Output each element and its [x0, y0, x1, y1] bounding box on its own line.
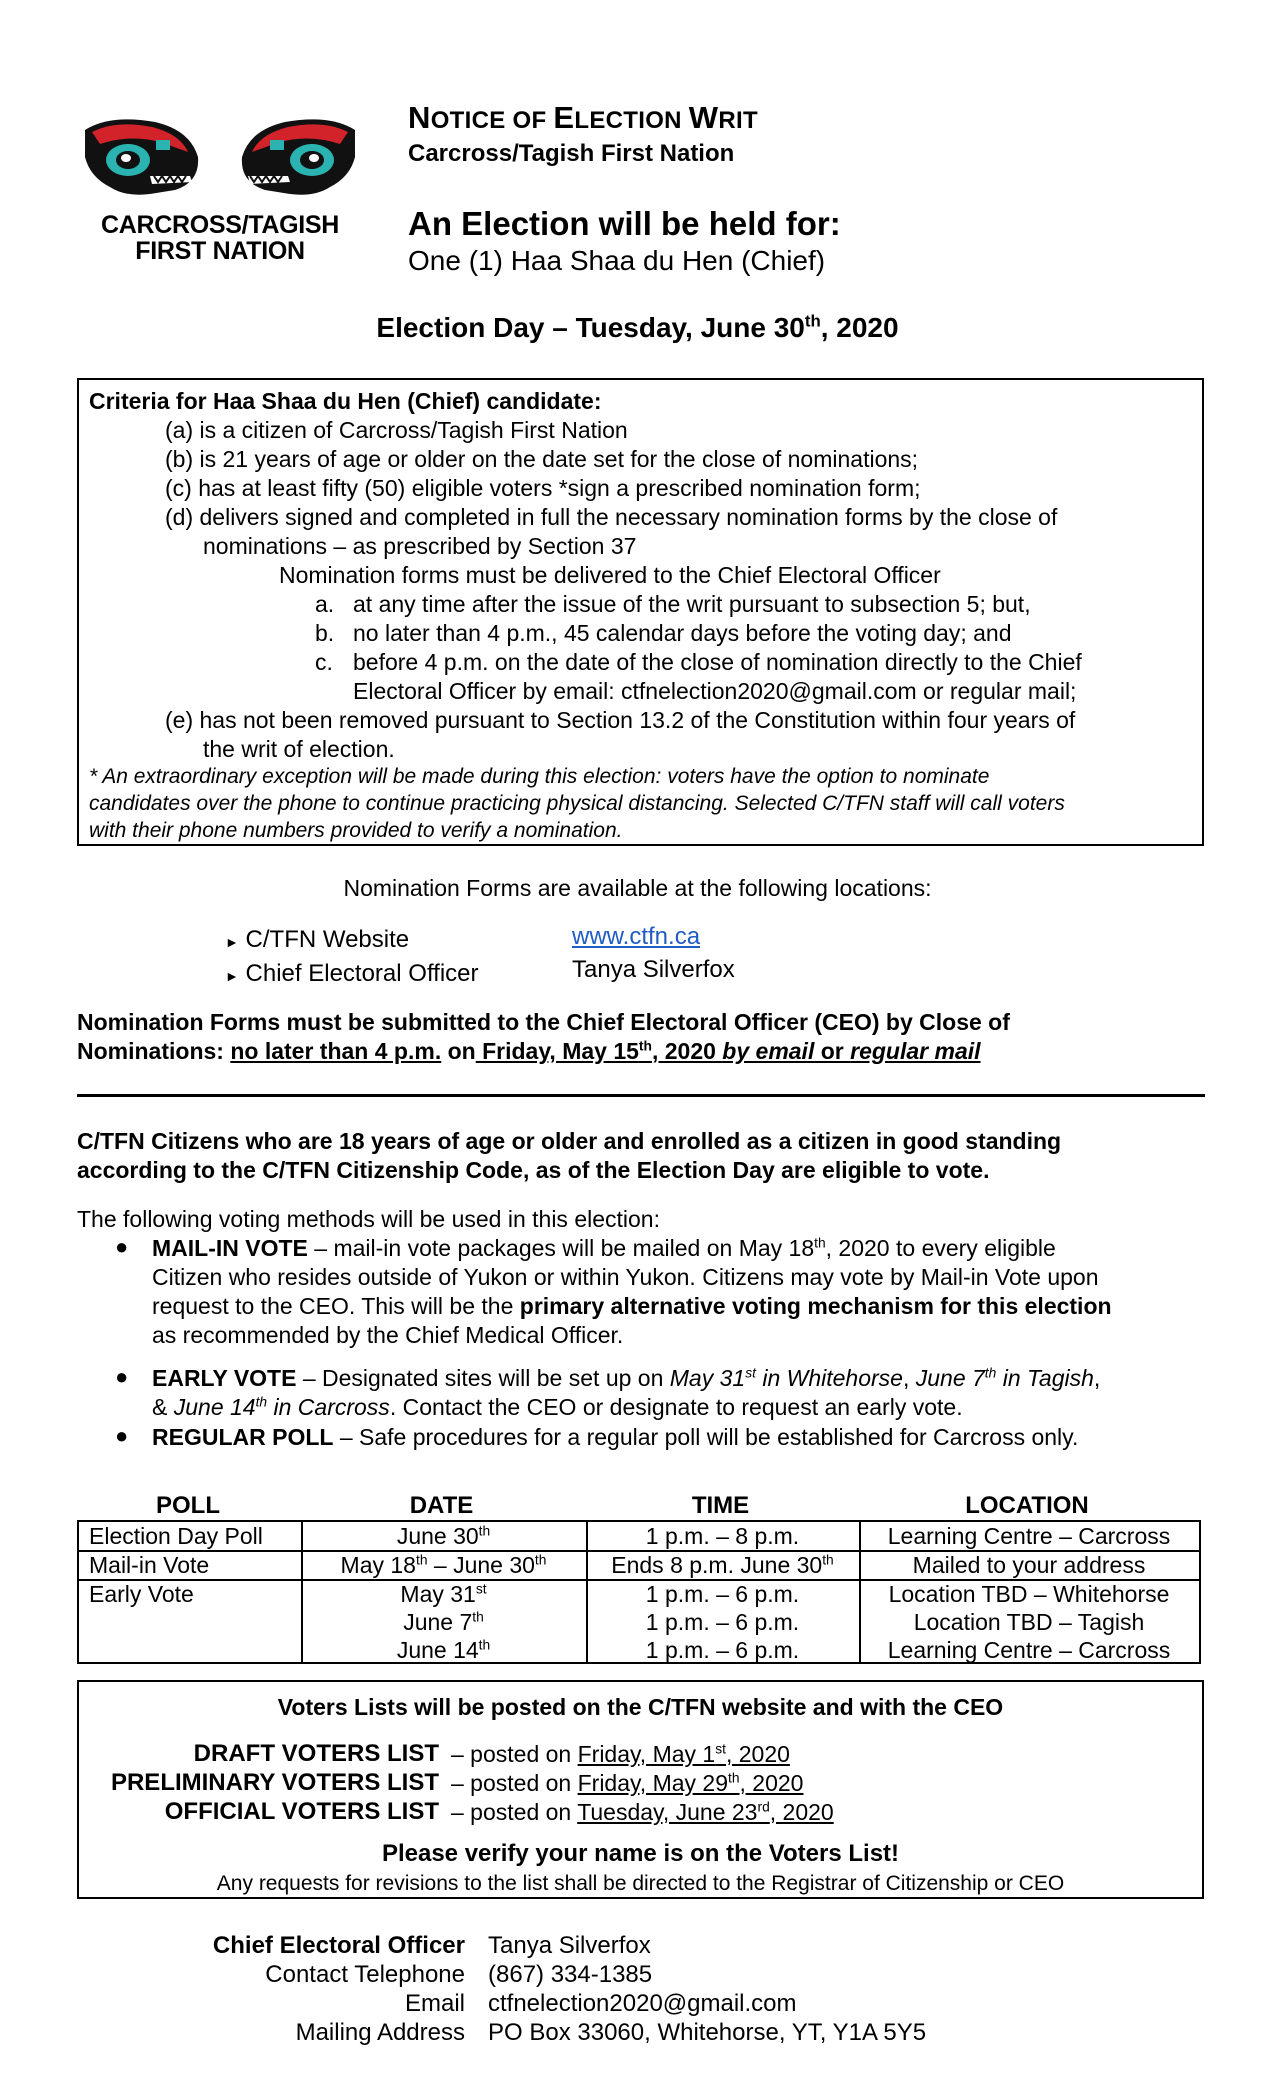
arrow-bullet-icon: ►: [225, 934, 239, 950]
table-cell: [301, 1523, 586, 1550]
date: [577, 1799, 834, 1825]
sub-marker: a.: [315, 591, 335, 617]
text: – mail-in vote packages will be mailed on May 18: [307, 1235, 815, 1261]
sub-item: at any time after the issue of the writ pursuant to subsection 5; but,: [353, 591, 1031, 617]
table-cell: 1 p.m. – 6 p.m.: [645, 1609, 800, 1635]
election-day: [0, 312, 1275, 344]
text: , 2020: [725, 1741, 790, 1767]
text: Tuesday, June 23: [577, 1799, 758, 1825]
text: request to the CEO. This will be the: [152, 1293, 520, 1319]
mail-in-method: [152, 1234, 1112, 1350]
text: on: [441, 1038, 476, 1064]
contact-label: Email: [404, 1990, 465, 2017]
criteria-box: [77, 378, 1204, 846]
text: Ends 8 p.m. June 30: [611, 1552, 823, 1578]
logo-text-line2: FIRST NATION: [135, 237, 305, 265]
sup: th: [804, 311, 821, 331]
text: , 2020: [739, 1770, 804, 1796]
method-line: [152, 1234, 1112, 1263]
method-title: MAIL-IN VOTE: [152, 1235, 308, 1261]
text: June 7: [403, 1609, 473, 1635]
regular-poll-method: [152, 1423, 1078, 1452]
contact-value: Tanya Silverfox: [488, 1932, 651, 1959]
method-line: as recommended by the Chief Medical Officer.: [152, 1322, 624, 1348]
criteria-item-cont: nominations – as prescribed by Section 37: [203, 533, 637, 559]
text: in Carcross: [267, 1394, 390, 1420]
text: – Safe procedures for a regular poll will be established for Carcross only.: [333, 1424, 1079, 1450]
table-header: POLL: [156, 1492, 220, 1519]
text: June 14: [396, 1637, 479, 1663]
title-part: OTICE OF: [430, 107, 554, 134]
text: – posted on: [451, 1799, 578, 1825]
logo-text: [80, 212, 360, 264]
sup: th: [822, 1552, 834, 1568]
notice-title: [408, 100, 758, 136]
voters-list-date: [451, 1799, 834, 1826]
date: [578, 1770, 804, 1796]
title-part: W: [688, 100, 719, 135]
criteria-item-cont: the writ of election.: [203, 736, 395, 762]
deadline-date: [476, 1038, 981, 1064]
voters-list-label: PRELIMINARY VOTERS LIST: [110, 1769, 439, 1796]
method-title: REGULAR POLL: [152, 1424, 334, 1450]
sup: st: [745, 1365, 756, 1381]
table-cell: Mailed to your address: [912, 1552, 1146, 1578]
text: Friday, May 1: [577, 1741, 716, 1767]
verify-notice: Please verify your name is on the Voters List!: [381, 1840, 900, 1867]
text: June 30: [396, 1523, 479, 1549]
method-title: EARLY VOTE: [152, 1365, 297, 1391]
contact-label: Contact Telephone: [265, 1961, 465, 1988]
criteria-heading: Criteria for Haa Shaa du Hen (Chief) candidate:: [89, 388, 602, 414]
sub-marker: b.: [315, 620, 335, 646]
website-link[interactable]: www.ctfn.ca: [572, 923, 701, 950]
sup: th: [478, 1523, 491, 1539]
text: regular mail: [850, 1038, 981, 1064]
text: , 2020 to every eligible: [825, 1235, 1056, 1261]
sup: st: [475, 1581, 487, 1597]
method-line: [152, 1292, 1112, 1321]
sup: th: [728, 1770, 740, 1786]
sub-item: before 4 p.m. on the date of the close of nomination directly to the Chief: [353, 649, 1082, 675]
location-item: [225, 926, 409, 954]
bullet-icon: ●: [115, 1423, 129, 1448]
ceo-name: Tanya Silverfox: [572, 956, 735, 983]
table-cell: 1 p.m. – 6 p.m.: [645, 1637, 800, 1663]
table-cell: Location TBD – Tagish: [913, 1609, 1145, 1635]
text: primary alternative voting mechanism for this election: [519, 1293, 1112, 1319]
text: in Whitehorse: [755, 1365, 903, 1391]
contact-address: PO Box 33060, Whitehorse, YT, Y1A 5Y5: [488, 2019, 927, 2046]
title-part: N: [408, 100, 431, 135]
table-cell: [301, 1637, 586, 1664]
eligibility: [77, 1127, 1061, 1185]
table-cell: [301, 1581, 586, 1608]
text: – posted on: [451, 1770, 578, 1796]
election-day-text: Election Day – Tuesday, June 30: [376, 312, 805, 343]
table-cell: [586, 1552, 859, 1579]
contact-email: ctfnelection2020@gmail.com: [488, 1990, 797, 2017]
submission-deadline: [77, 1008, 1010, 1066]
title-part: E: [553, 100, 575, 135]
text: in Tagish: [996, 1365, 1094, 1391]
sup: rd: [757, 1799, 770, 1815]
table-cell: [301, 1609, 586, 1636]
text: no later than 4 p.m.: [230, 1038, 442, 1064]
voters-list-box: [77, 1680, 1204, 1899]
divider: [77, 1094, 1205, 1097]
text: May 31: [669, 1365, 746, 1391]
sub-item-cont: Electoral Officer by email: ctfnelection2020@gmail.com or regular mail;: [353, 678, 1077, 704]
method-line: [152, 1393, 1100, 1422]
criteria-note: with their phone numbers provided to verify a nomination.: [89, 819, 623, 842]
org-name: Carcross/Tagish First Nation: [408, 140, 735, 167]
text: – posted on: [451, 1741, 578, 1767]
text: &: [152, 1394, 174, 1420]
criteria-item: (d) delivers signed and completed in full the necessary nomination forms by the close of: [165, 504, 1058, 530]
contact-label: Chief Electoral Officer: [212, 1932, 465, 1959]
table-header: DATE: [409, 1492, 474, 1519]
date: [578, 1741, 790, 1767]
text: – Designated sites will be set up on: [296, 1365, 670, 1391]
method-line: Citizen who resides outside of Yukon or within Yukon. Citizens may vote by Mail-in Vote upon: [152, 1264, 1099, 1290]
location-label: C/TFN Website: [245, 926, 410, 953]
criteria-item: (e) has not been removed pursuant to Section 13.2 of the Constitution within four years of: [165, 707, 1076, 733]
sub-marker: c.: [315, 649, 333, 675]
voters-list-date: [451, 1770, 803, 1797]
availability-intro: Nomination Forms are available at the following locations:: [343, 875, 932, 901]
title-part: RIT: [718, 107, 758, 134]
table-cell: Learning Centre – Carcross: [887, 1523, 1171, 1549]
table-cell: Early Vote: [89, 1581, 194, 1607]
table-header: LOCATION: [965, 1492, 1089, 1519]
text: ,: [902, 1365, 916, 1391]
location-label: Chief Electoral Officer: [245, 960, 479, 987]
revision-notice: Any requests for revisions to the list shall be directed to the Registrar of Citizenship or CEO: [216, 1872, 1065, 1895]
sup: th: [638, 1038, 652, 1054]
sup: th: [478, 1637, 491, 1653]
voters-list-label: DRAFT VOTERS LIST: [193, 1740, 439, 1767]
title-part: LECTION: [574, 107, 689, 134]
text: May 18: [340, 1552, 416, 1578]
contact-label: Mailing Address: [295, 2019, 465, 2046]
sup: st: [715, 1741, 726, 1757]
table-cell: 1 p.m. – 8 p.m.: [645, 1523, 800, 1549]
text: . Contact the CEO or designate to request an early vote.: [389, 1394, 963, 1420]
sup: th: [534, 1552, 547, 1568]
text: or: [814, 1038, 851, 1064]
logo-text-line1: CARCROSS/TAGISH: [100, 211, 340, 239]
contact-phone: (867) 334-1385: [488, 1961, 653, 1988]
bullet-icon: ●: [115, 1234, 129, 1259]
criteria-item: (c) has at least fifty (50) eligible voters *sign a prescribed nomination form;: [165, 475, 921, 501]
table-cell: 1 p.m. – 6 p.m.: [645, 1581, 800, 1607]
methods-intro: The following voting methods will be used in this election:: [77, 1206, 660, 1232]
criteria-note: candidates over the phone to continue practicing physical distancing. Selected C/TFN staff will call voters: [89, 792, 1065, 815]
text: June 7: [915, 1365, 985, 1391]
voters-heading: Voters Lists will be posted on the C/TFN website and with the CEO: [277, 1694, 1004, 1720]
text: ,: [1093, 1365, 1101, 1391]
text: , 2020: [651, 1038, 723, 1064]
sup: th: [415, 1552, 428, 1568]
method-line: [152, 1364, 1100, 1393]
voters-list-date: [451, 1741, 790, 1768]
eligibility-line: C/TFN Citizens who are 18 years of age or older and enrolled as a citizen in good standing: [77, 1128, 1062, 1154]
table-cell: [301, 1552, 586, 1579]
sup: th: [814, 1235, 826, 1251]
text: , 2020: [769, 1799, 834, 1825]
text: Friday, May 15: [475, 1038, 639, 1064]
criteria-note: * An extraordinary exception will be made during this election: voters have the option to nominate: [89, 765, 990, 788]
sup: th: [984, 1365, 997, 1381]
criteria-item: (b) is 21 years of age or older on the date set for the close of nominations;: [165, 446, 919, 472]
table-cell: Learning Centre – Carcross: [887, 1637, 1171, 1663]
sup: th: [472, 1609, 484, 1625]
text: May 31: [400, 1581, 476, 1607]
table-header: TIME: [691, 1492, 750, 1519]
sup: th: [255, 1394, 268, 1410]
voters-list-label: OFFICIAL VOTERS LIST: [164, 1798, 439, 1825]
criteria-item: (a) is a citizen of Carcross/Tagish First Nation: [165, 417, 628, 443]
election-position: One (1) Haa Shaa du Hen (Chief): [408, 245, 826, 276]
bullet-icon: ●: [115, 1364, 129, 1389]
sub-item: no later than 4 p.m., 45 calendar days before the voting day; and: [353, 620, 1012, 646]
text: Nominations:: [77, 1038, 231, 1064]
table-cell: Election Day Poll: [89, 1523, 263, 1549]
text: Friday, May 29: [577, 1770, 729, 1796]
early-vote-method: [152, 1364, 1100, 1422]
location-item: [225, 960, 479, 988]
ctfn-crest-icon: [80, 112, 360, 212]
table-cell: Mail-in Vote: [89, 1552, 210, 1578]
election-day-year: , 2020: [820, 312, 899, 343]
submission-line: Nomination Forms must be submitted to the Chief Electoral Officer (CEO) by Close of: [77, 1009, 1010, 1035]
submission-line: [77, 1037, 1010, 1066]
eligibility-line: according to the C/TFN Citizenship Code, as of the Election Day are eligible to vote.: [77, 1157, 990, 1183]
election-heading: An Election will be held for:: [408, 205, 841, 242]
text: by email: [722, 1038, 815, 1064]
ctfn-logo: [80, 112, 360, 277]
text: June 14: [173, 1394, 256, 1420]
arrow-bullet-icon: ►: [225, 968, 239, 984]
text: – June 30: [427, 1552, 535, 1578]
criteria-subheading: Nomination forms must be delivered to the Chief Electoral Officer: [279, 562, 941, 588]
table-grid: [77, 1520, 1201, 1664]
table-cell: Location TBD – Whitehorse: [888, 1581, 1170, 1607]
